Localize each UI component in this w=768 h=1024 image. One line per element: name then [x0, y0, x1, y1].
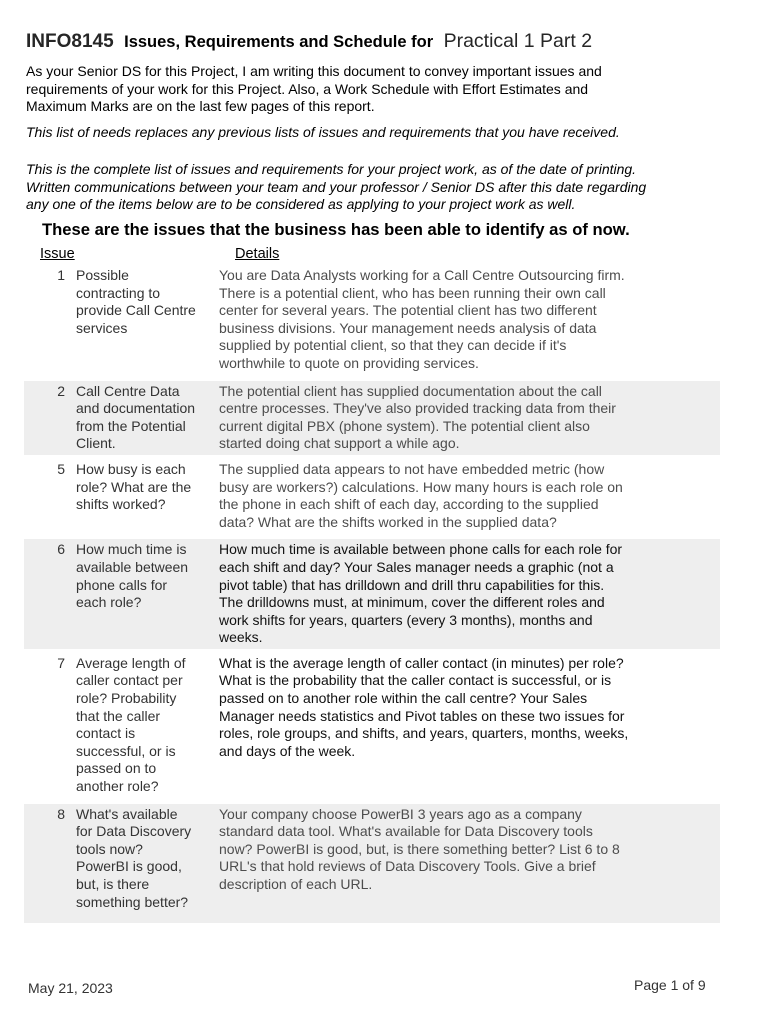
table-row [24, 539, 720, 649]
replace-note-line: This list of needs replaces any previous lists of issues and requirements that you have received. [26, 124, 620, 140]
issue-title: Call Centre Data and documentation from the Potential Client. [76, 382, 196, 452]
complete-list-note [26, 161, 716, 214]
issue-details: How much time is available between phone calls for each role for each shift and day? Your Sales manager needs a graphic (not a pivot table) that has drilldown and drill thru capabilities for this. The drilldowns must, at minimum, cover the different roles and work shifts for years, quarters (every 3 months), months and weeks. [219, 541, 623, 646]
issue-details: What is the average length of caller contact (in minutes) per role? What is the probability that the caller contact is successful, or is passed on to another role within the call centre? Your Sales Manager needs statistics and Pivot tables on these two issues for roles, role groups, and shifts, and years, quarters, months, weeks, and days of the week. [219, 654, 629, 759]
issue-title: Possible contracting to provide Call Centre services [76, 267, 196, 336]
title-practical: Practical 1 Part 2 [443, 30, 593, 52]
table-row [24, 653, 720, 798]
complete-note-line: Written communications between your team and your professor / Senior DS after this date regarding [26, 178, 647, 195]
intro-line: requirements of your work for this Project. Also, a Work Schedule with Effort Estimates and [26, 80, 589, 97]
intro-line: Maximum Marks are on the last few pages of this report. [26, 98, 375, 115]
issue-title: How busy is each role? What are the shifts worked? [76, 460, 192, 513]
issue-details: The potential client has supplied documentation about the call centre processes. They've also provided tracking data from their current digital PBX (phone system). The potential client also started doing chat support a while ago. [219, 382, 616, 452]
column-header-details: Details [235, 246, 280, 262]
page-number: Page 1 of 9 [634, 977, 706, 993]
intro-paragraph [26, 63, 716, 116]
issue-number: 1 [57, 267, 65, 283]
footer-date: May 21, 2023 [28, 980, 113, 996]
issue-number: 2 [57, 382, 65, 399]
intro-line: As your Senior DS for this Project, I am writing this document to convey important issues and [26, 63, 602, 79]
table-row [24, 381, 720, 455]
section-heading: These are the issues that the business has been able to identify as of now. [42, 220, 630, 239]
document-title [26, 30, 592, 53]
issues-table [24, 265, 720, 923]
issue-number: 5 [57, 460, 65, 477]
table-row [24, 459, 720, 533]
issue-title: Average length of caller contact per role? Probability that the caller contact is successful, or is passed on to another role? [76, 654, 186, 795]
title-text: Issues, Requirements and Schedule for [124, 33, 434, 51]
complete-note-line: This is the complete list of issues and requirements for your project work, as of the date of printing. [26, 161, 637, 177]
issue-details: Your company choose PowerBI 3 years ago as a company standard data tool. What's available for Data Discovery tools now? PowerBI is good, but, is there something better? List 6 to 8 URL's that hold reviews of Data Discovery Tools. Give a brief description of each URL. [219, 805, 620, 892]
column-header-issue: Issue [40, 246, 75, 262]
replace-note [26, 124, 716, 142]
issue-title: How much time is available between phone calls for each role? [76, 541, 189, 611]
course-code: INFO8145 [26, 31, 114, 52]
issue-number: 7 [57, 654, 65, 671]
issue-details: The supplied data appears to not have embedded metric (how busy are workers?) calculations. How many hours is each role on the phone in each shift of each day, according to the supplied data? What are the shifts worked in the supplied data? [219, 460, 623, 530]
issue-number: 6 [57, 541, 65, 558]
complete-note-line: any one of the items below are to be considered as applying to your project work as well. [26, 196, 576, 213]
table-row [24, 265, 720, 375]
table-row [24, 804, 720, 924]
issue-title: What's available for Data Discovery tools now? PowerBI is good, but, is there something better? [76, 805, 192, 910]
issue-number: 8 [57, 805, 65, 822]
issue-details: You are Data Analysts working for a Call Centre Outsourcing firm. There is a potential client, who has been running their own call center for several years. The potential client has two different business divisions. Your management needs analysis of data supplied by potential client, so that they can decide if it's worthwhile to quote on providing services. [219, 267, 625, 371]
